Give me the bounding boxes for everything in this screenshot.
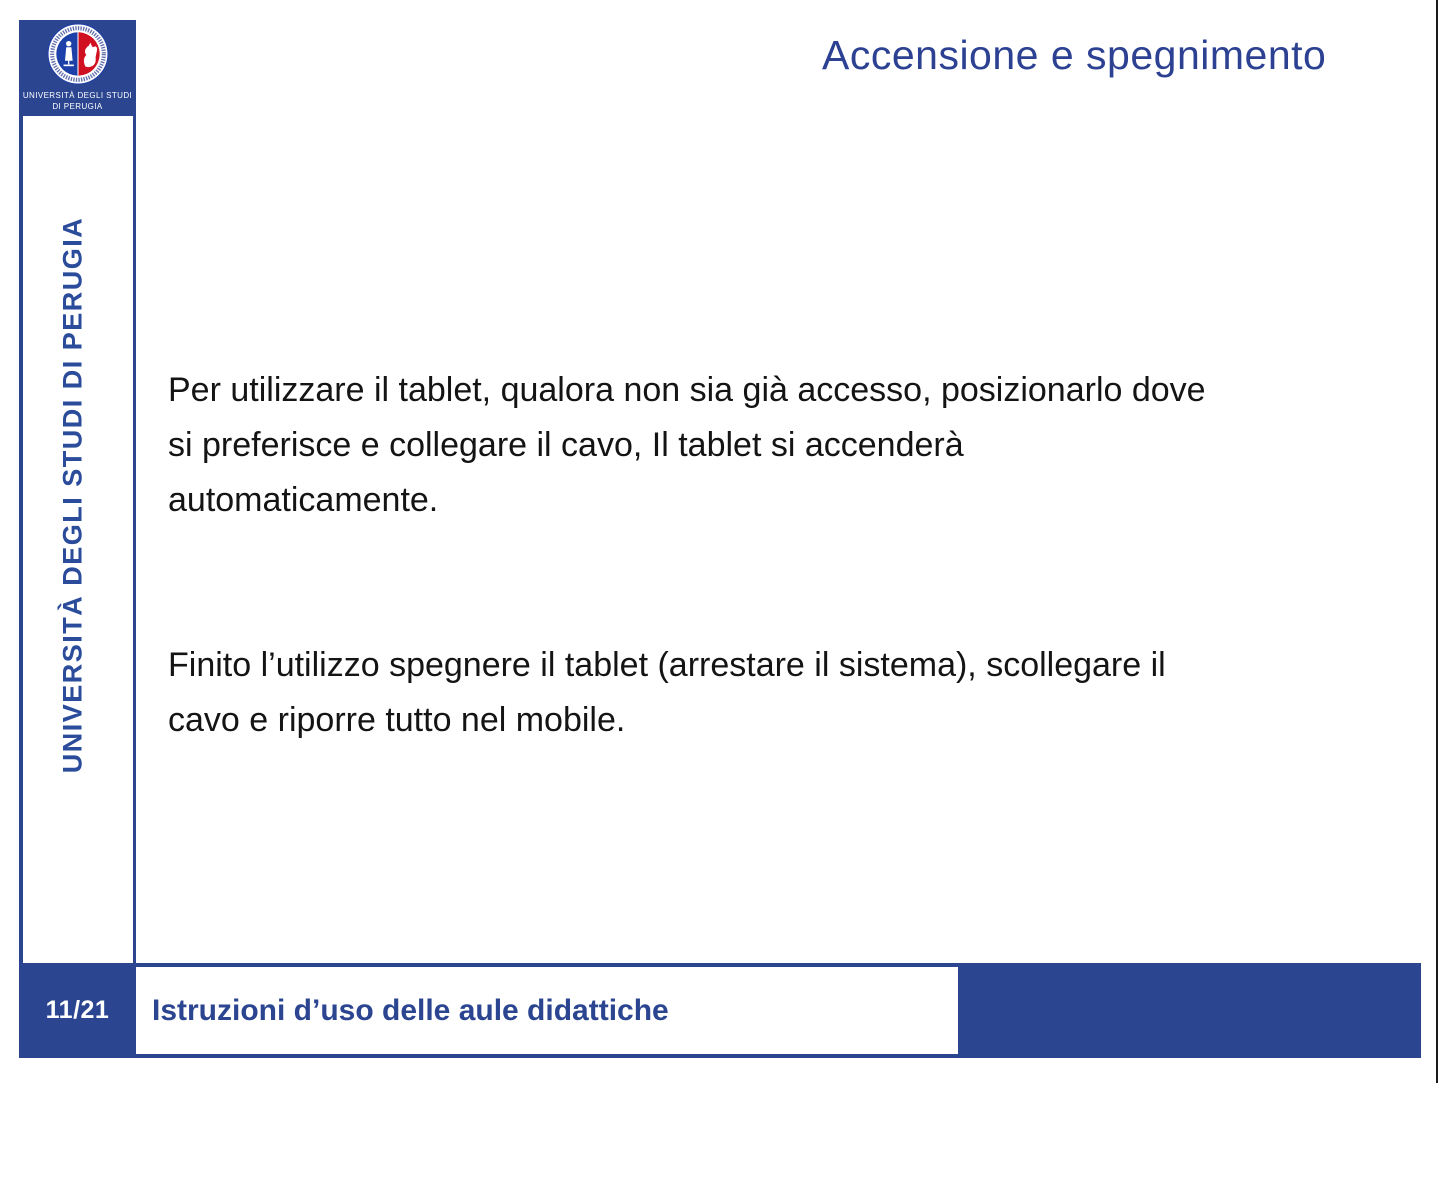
paragraph-power-off <box>168 638 1418 748</box>
logo-text-line1: UNIVERSITÀ DEGLI STUDI <box>22 91 133 100</box>
footer-title-strip <box>136 963 958 1058</box>
paragraph-line: cavo e riporre tutto nel mobile. <box>168 701 626 739</box>
paragraph-line: si preferisce e collegare il cavo, Il tablet si accenderà <box>168 426 964 464</box>
university-logo-box <box>19 20 136 116</box>
university-seal-icon <box>47 23 109 90</box>
right-edge-line <box>1436 0 1438 1083</box>
paragraph-line: Per utilizzare il tablet, qualora non sia già accesso, posizionarlo dove <box>168 371 1206 409</box>
paragraph-line: automaticamente. <box>168 481 439 519</box>
paragraph-power-on <box>168 363 1418 528</box>
paragraph-line: Finito l’utilizzo spegnere il tablet (arrestare il sistema), scollegare il <box>168 646 1166 684</box>
slide-title: Accensione e spegnimento <box>822 32 1327 78</box>
page-number-box <box>19 963 136 1058</box>
footer-accent-bar <box>958 963 1421 1058</box>
slide-body <box>168 363 1418 748</box>
logo-text-line2: DI PERUGIA <box>52 102 103 111</box>
footer-title: Istruzioni d’uso delle aule didattiche <box>152 993 669 1027</box>
sidebar-university-name: UNIVERSITÀ DEGLI STUDI DI PERUGIA <box>57 216 88 774</box>
page-number: 11/21 <box>45 996 110 1024</box>
